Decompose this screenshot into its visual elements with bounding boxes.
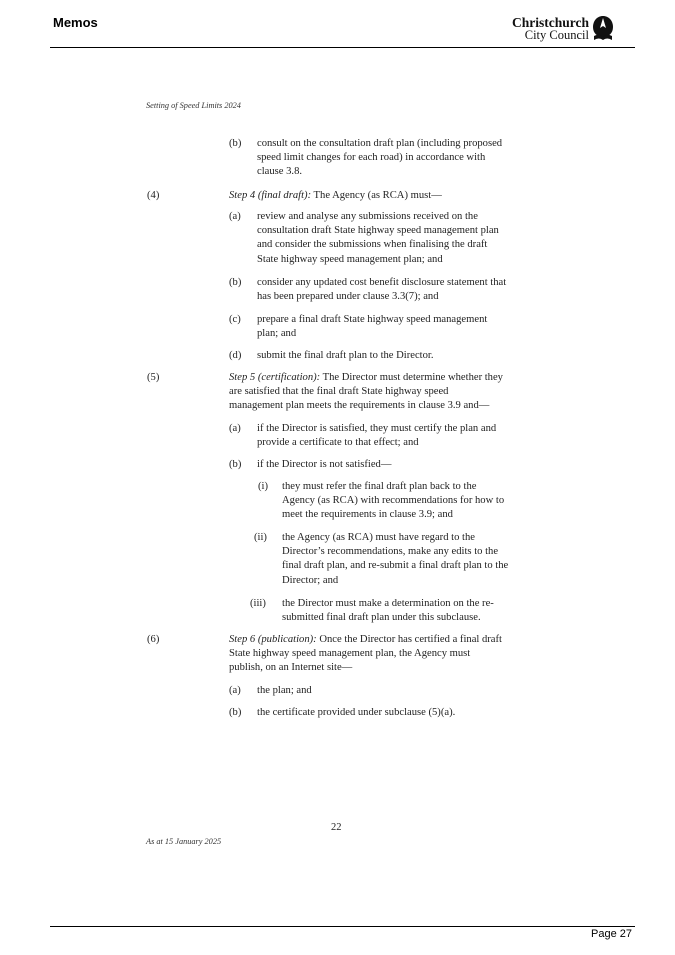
item-label: (b)	[229, 459, 242, 470]
text-line: Director’s recommendations, make any edits to the	[282, 546, 499, 557]
text-line: if the Director is not satisfied—	[257, 459, 392, 470]
text-line: prepare a final draft State highway speed management	[257, 314, 488, 325]
footer-rule	[50, 926, 635, 927]
step-heading: Step 5 (certification): The Director must determine whether they	[229, 372, 503, 383]
item-label: (b)	[229, 277, 242, 288]
text-line: management plan meets the requirements in clause 3.9 and—	[229, 400, 490, 411]
text-line: provide a certificate to that effect; and	[257, 437, 419, 448]
subclause-number: (6)	[147, 634, 160, 645]
text-line: publish, on an Internet site—	[229, 662, 353, 673]
step-heading: Step 4 (final draft): The Agency (as RCA) must—	[229, 190, 442, 201]
logo-text-line1: Christchurch	[511, 15, 589, 30]
step-heading: Step 6 (publication): Once the Director has certified a final draft	[229, 634, 502, 645]
text-line: has been prepared under clause 3.3(7); and	[257, 291, 439, 302]
text-line: consider any updated cost benefit disclosure statement that	[257, 277, 507, 288]
text-line: and consider the submissions when finalising the draft	[257, 239, 488, 250]
text-line: State highway speed management plan; and	[257, 254, 443, 265]
header-rule	[50, 47, 635, 48]
text-line: the Agency (as RCA) must have regard to the	[282, 532, 475, 543]
council-emblem-icon	[591, 15, 615, 41]
text-line: they must refer the final draft plan back to the	[282, 481, 477, 492]
running-header: Setting of Speed Limits 2024	[146, 101, 241, 110]
text-line: the plan; and	[257, 685, 312, 696]
text-line: submit the final draft plan to the Director.	[257, 350, 434, 361]
text-line: if the Director is satisfied, they must certify the plan and	[257, 423, 497, 434]
item-label: (c)	[229, 314, 241, 325]
item-label: (d)	[229, 350, 242, 361]
text-line: meet the requirements in clause 3.9; and	[282, 509, 453, 520]
item-label: (a)	[229, 211, 241, 222]
text-line: the Director must make a determination on the re-	[282, 598, 494, 609]
page-label: Page 27	[591, 928, 632, 940]
item-label: (ii)	[254, 532, 267, 543]
item-label: (iii)	[250, 598, 266, 609]
text-line: the certificate provided under subclause (5)(a).	[257, 707, 456, 718]
text-line: final draft plan, and re-submit a final draft plan to the	[282, 560, 509, 571]
header-title: Memos	[53, 15, 98, 30]
text-line: submitted final draft plan under this subclause.	[282, 612, 481, 623]
as-at-date: As at 15 January 2025	[146, 837, 222, 846]
text-line: Agency (as RCA) with recommendations for how to	[282, 495, 505, 506]
document-page-number: 22	[331, 822, 342, 833]
text-line: consultation draft State highway speed management plan	[257, 225, 499, 236]
subclause-number: (5)	[147, 372, 160, 383]
text-line: speed limit changes for each road) in accordance with	[257, 152, 486, 163]
item-label: (a)	[229, 423, 241, 434]
text-line: Director; and	[282, 575, 339, 586]
item-label: (b)	[229, 138, 242, 149]
text-line: review and analyse any submissions received on the	[257, 211, 478, 222]
text-line: plan; and	[257, 328, 297, 339]
text-line: State highway speed management plan, the Agency must	[229, 648, 471, 659]
item-label: (i)	[258, 481, 268, 492]
item-label: (b)	[229, 707, 242, 718]
item-label: (a)	[229, 685, 241, 696]
text-line: clause 3.8.	[257, 166, 303, 177]
logo-text-line2: City Council	[524, 28, 589, 42]
text-line: consult on the consultation draft plan (including proposed	[257, 138, 503, 149]
text-line: are satisfied that the final draft State highway speed	[229, 386, 449, 397]
subclause-number: (4)	[147, 190, 160, 201]
council-logo	[505, 13, 615, 43]
